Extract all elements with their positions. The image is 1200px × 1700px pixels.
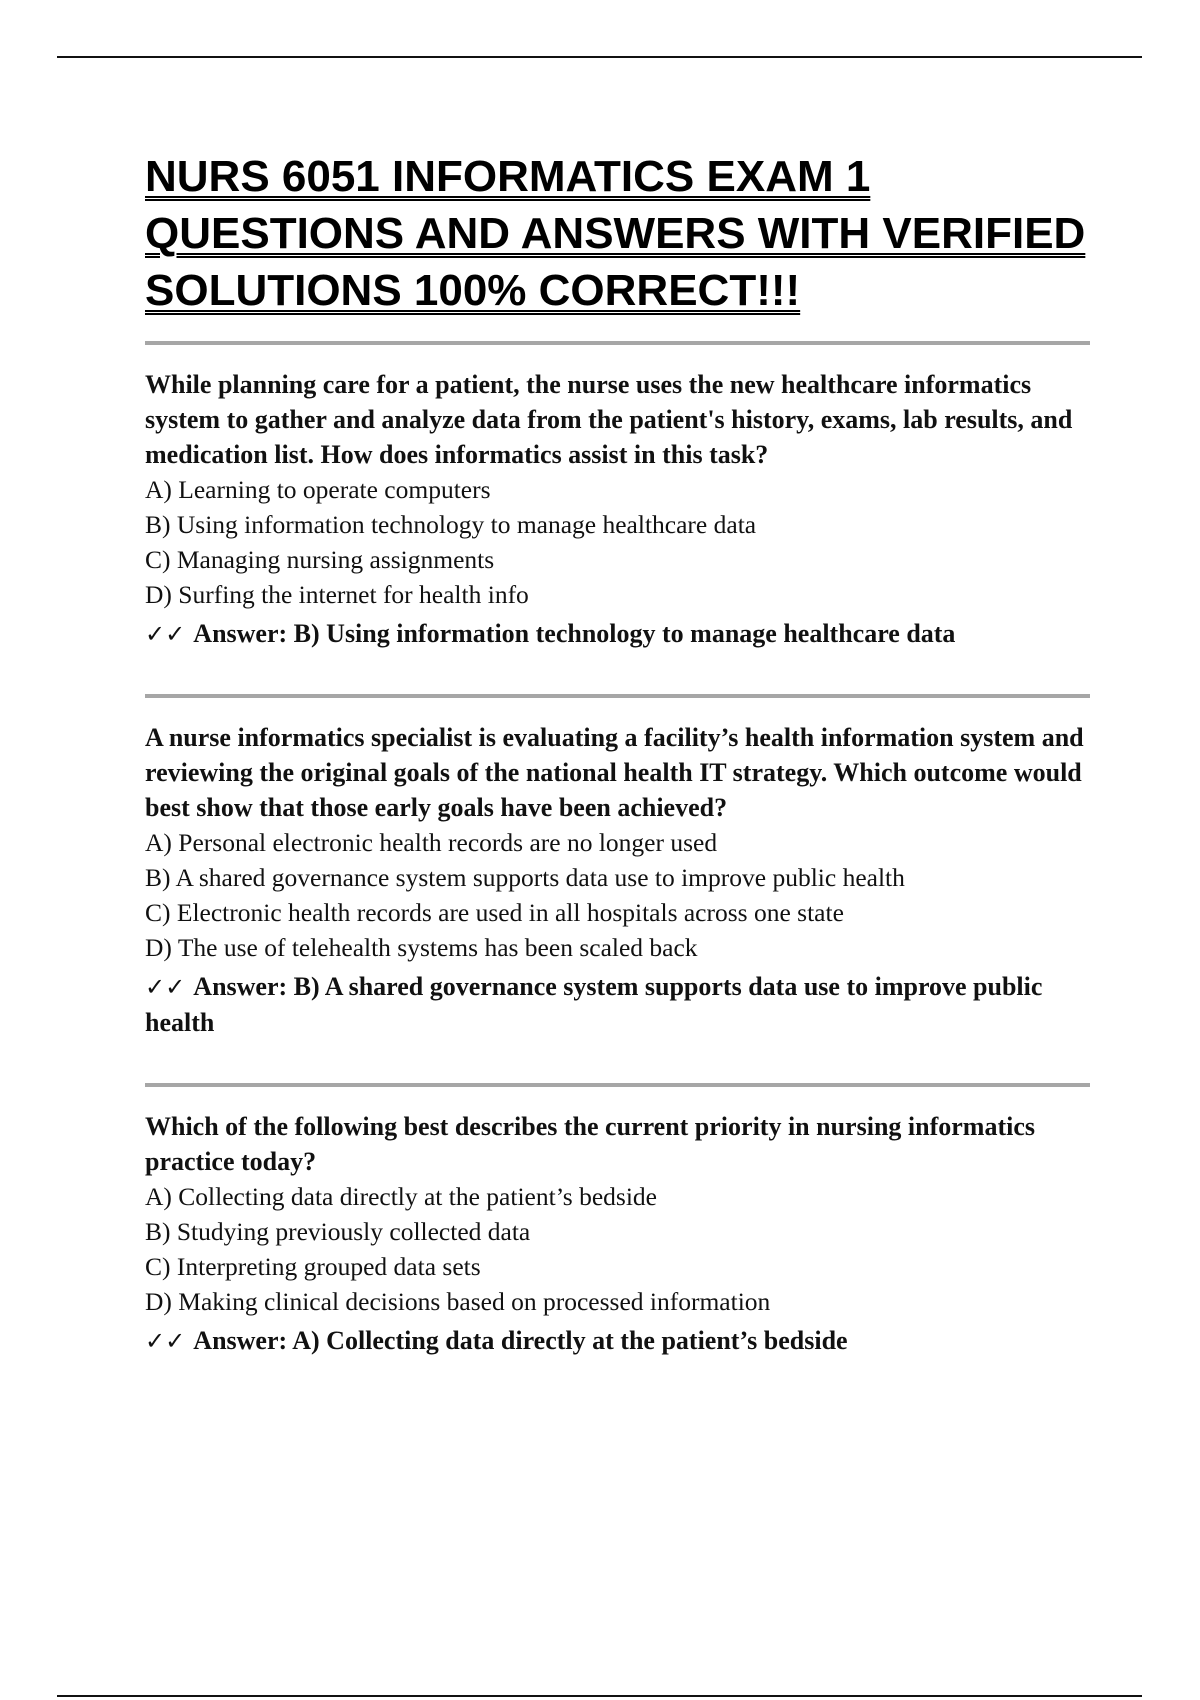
answer-text: Answer: A) Collecting data directly at the patient’s bedside [193, 1326, 848, 1355]
answer-options [145, 1179, 1090, 1319]
option-c: C) Managing nursing assignments [145, 545, 495, 574]
double-check-icon: ✓✓ [145, 973, 186, 1001]
option-a: A) Personal electronic health records are no longer used [145, 828, 718, 857]
double-check-icon: ✓✓ [145, 1327, 186, 1355]
page-bottom-rule [57, 1695, 1142, 1697]
answer-text: Answer: B) Using information technology to manage healthcare data [193, 619, 956, 648]
question-text: While planning care for a patient, the nurse uses the new healthcare informatics system to gather and analyze data from the patient's history, exams, lab results, and medication list. How does informatics assist in this task? [145, 370, 1073, 469]
answer-options [145, 825, 1090, 965]
correct-answer [145, 969, 1090, 1041]
answer-options [145, 472, 1090, 612]
option-b: B) Studying previously collected data [145, 1217, 531, 1246]
option-d: D) Making clinical decisions based on processed information [145, 1287, 771, 1316]
answer-text: Answer: B) A shared governance system supports data use to improve public health [145, 972, 1043, 1037]
option-c: C) Interpreting grouped data sets [145, 1252, 481, 1281]
correct-answer [145, 616, 1090, 652]
option-a: A) Learning to operate computers [145, 475, 491, 504]
option-a: A) Collecting data directly at the patient’s bedside [145, 1182, 657, 1211]
question-block-1 [145, 345, 1090, 694]
question-block-2 [145, 698, 1090, 1083]
question-text: A nurse informatics specialist is evaluating a facility’s health information system and reviewing the original goals of the national health IT strategy. Which outcome would best show that those early goals have been achieved? [145, 723, 1084, 822]
double-check-icon: ✓✓ [145, 620, 186, 648]
question-block-3 [145, 1087, 1090, 1401]
document-title: NURS 6051 INFORMATICS EXAM 1 QUESTIONS AND ANSWERS WITH VERIFIED SOLUTIONS 100% CORRECT!!! [145, 152, 1086, 315]
correct-answer [145, 1323, 1090, 1359]
option-b: B) Using information technology to manage healthcare data [145, 510, 757, 539]
document-content [145, 148, 1090, 1401]
question-text: Which of the following best describes the current priority in nursing informatics practice today? [145, 1112, 1035, 1176]
option-b: B) A shared governance system supports data use to improve public health [145, 863, 905, 892]
page-top-rule [57, 56, 1142, 58]
option-d: D) Surfing the internet for health info [145, 580, 529, 609]
option-c: C) Electronic health records are used in all hospitals across one state [145, 898, 844, 927]
option-d: D) The use of telehealth systems has been scaled back [145, 933, 698, 962]
